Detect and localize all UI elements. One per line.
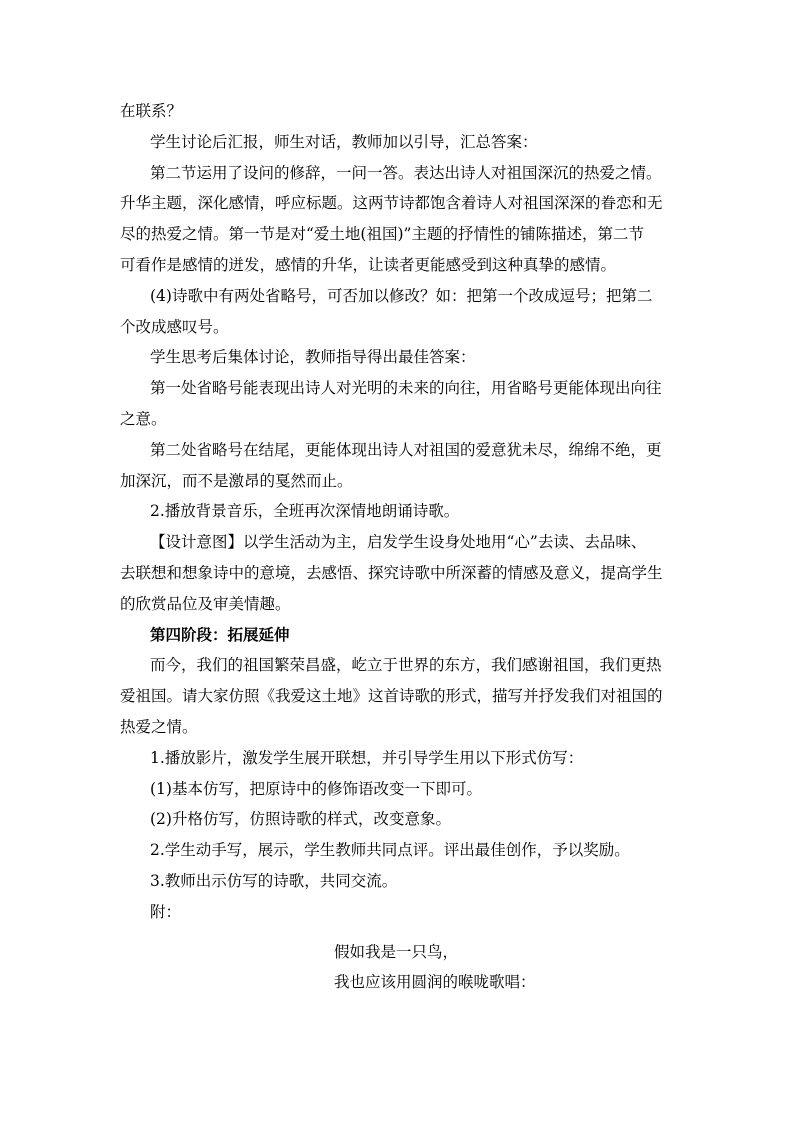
- paragraph-line: (4)诗歌中有两处省略号，可否加以修改？如：把第一个改成逗号；把第二: [150, 286, 653, 305]
- paragraph-line: 第一处省略号能表现出诗人对光明的未来的向往，用省略号更能体现出向往: [150, 379, 662, 398]
- paragraph-line: 学生讨论后汇报，师生对话，教师加以引导，汇总答案：: [150, 132, 538, 151]
- paragraph-line: 2.播放背景音乐，全班再次深情地朗诵诗歌。: [150, 502, 460, 521]
- paragraph-line: (1)基本仿写，把原诗中的修饰语改变一下即可。: [150, 779, 482, 798]
- poem-line: 假如我是一只鸟，: [334, 942, 459, 961]
- paragraph-line: 之意。: [120, 409, 167, 428]
- paragraph-line: 加深沉，而不是激昂的戛然而止。: [120, 471, 353, 490]
- paragraph-line: (2)升格仿写，仿照诗歌的样式，改变意象。: [150, 810, 451, 829]
- paragraph-line: 可看作是感情的迸发，感情的升华，让读者更能感受到这种真挚的感情。: [120, 255, 617, 274]
- paragraph-line: 而今，我们的祖国繁荣昌盛，屹立于世界的东方，我们感谢祖国，我们更热: [150, 656, 662, 675]
- paragraph-line: 热爱之情。: [120, 717, 198, 736]
- design-intent-line: 【设计意图】以学生活动为主，启发学生设身处地用“心”去读、去品味、: [150, 533, 647, 552]
- section-heading: 第四阶段：拓展延伸: [150, 625, 290, 644]
- appendix-label: 附：: [150, 902, 182, 921]
- paragraph-line: 2.学生动手写，展示，学生教师共同点评。评出最佳创作，予以奖励。: [150, 841, 630, 860]
- paragraph-line: 1.播放影片，激发学生展开联想，并引导学生用以下形式仿写：: [150, 748, 584, 767]
- paragraph-line: 3.教师出示仿写的诗歌，共同交流。: [150, 871, 398, 890]
- paragraph-line: 爱祖国。请大家仿照《我爱这土地》这首诗歌的形式，描写并抒发我们对祖国的: [120, 687, 663, 706]
- paragraph-line: 升华主题，深化感情，呼应标题。这两节诗都饱含着诗人对祖国深深的眷恋和无: [120, 194, 663, 213]
- paragraph-line: 学生思考后集体讨论，教师指导得出最佳答案：: [150, 348, 476, 367]
- paragraph-line: 的欣赏品位及审美情趣。: [120, 594, 291, 613]
- document-body: [120, 96, 676, 998]
- paragraph-line: 去联想和想象诗中的意境，去感悟、探究诗歌中所深蓄的情感及意义，提高学生: [120, 563, 663, 582]
- paragraph-line: 尽的热爱之情。第一节是对“爱土地(祖国)”主题的抒情性的铺陈描述，第二节: [120, 225, 644, 244]
- poem-line: 我也应该用圆润的喉咙歌唱：: [334, 973, 536, 992]
- paragraph-line: 第二节运用了设问的修辞，一问一答。表达出诗人对祖国深沉的热爱之情。: [150, 163, 662, 182]
- paragraph-line: 第二处省略号在结尾，更能体现出诗人对祖国的爱意犹未尽，绵绵不绝，更: [150, 440, 662, 459]
- paragraph-line: 在联系？: [120, 102, 183, 120]
- paragraph-line: 个改成感叹号。: [120, 317, 229, 336]
